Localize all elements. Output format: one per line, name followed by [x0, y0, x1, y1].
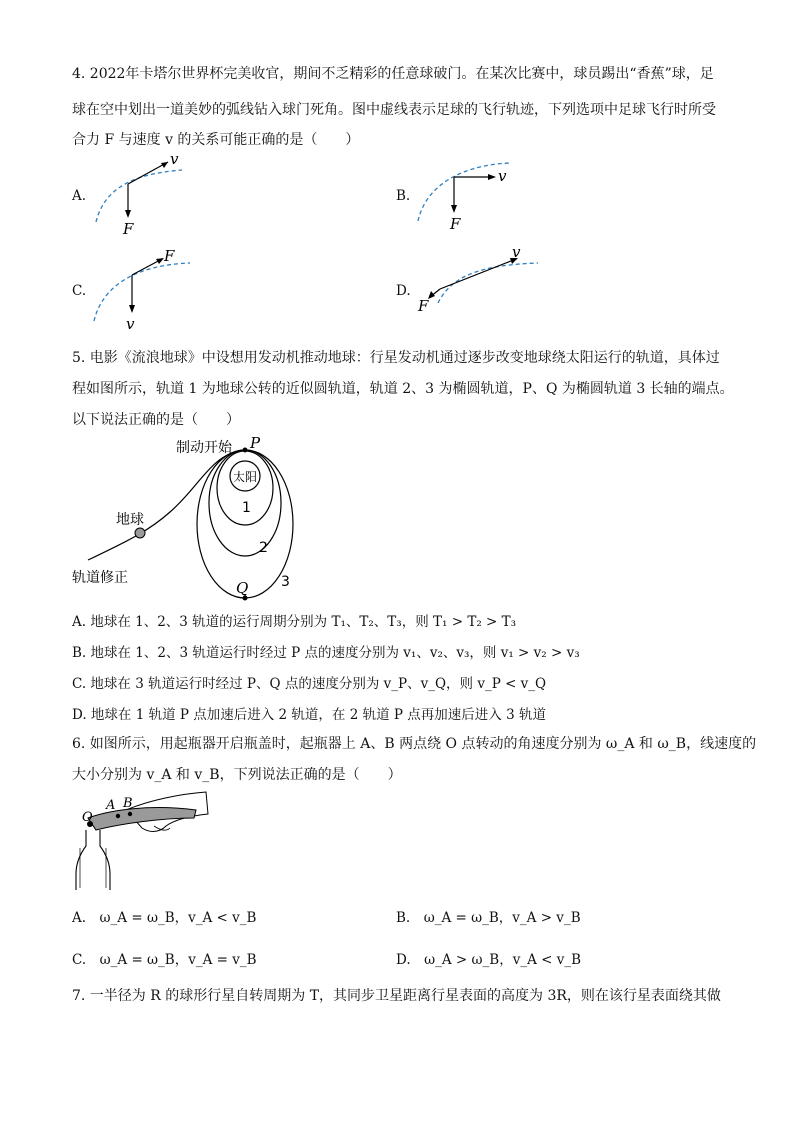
q4b-F-label: F: [450, 215, 461, 233]
q4a-F-label: F: [123, 220, 134, 238]
q5-option-a[interactable]: A. 地球在 1、2、3 轨道的运行周期分别为 T₁、T₂、T₃，则 T₁ > T₂ > T₃: [72, 614, 517, 630]
q4a-v-label: v: [170, 150, 179, 168]
earth-label: 地球: [116, 512, 144, 528]
q4-text-line3: 合力 F 与速度 v 的关系可能正确的是（ ）: [72, 132, 360, 148]
B-label: B: [123, 796, 133, 811]
orbit-1-label: 1: [242, 500, 251, 516]
q4d-F-label: F: [418, 297, 429, 315]
O-label: O: [82, 810, 93, 825]
sun-label: 太阳: [233, 470, 258, 484]
orbit-3-label: 3: [281, 574, 290, 590]
q4-option-a-label[interactable]: A.: [72, 188, 87, 204]
A-label: A: [106, 798, 116, 813]
q6-text-line2: 大小分别为 v_A 和 v_B，下列说法正确的是（ ）: [72, 767, 402, 783]
q6-option-c[interactable]: C. ω_A = ω_B，v_A = v_B: [72, 952, 257, 968]
q5-text-line1: 5. 电影《流浪地球》中设想用发动机推动地球：行星发动机通过逐步改变地球绕太阳运行的轨道，具体过: [72, 350, 720, 366]
q4-option-d-label[interactable]: D.: [396, 283, 411, 299]
q4c-v-label: v: [126, 315, 135, 333]
Q-label: Q: [236, 579, 249, 597]
q4-text-line2: 球在空中划出一道美妙的弧线钻入球门死角。图中虚线表示足球的飞行轨迹，下列选项中足球飞行时所受: [72, 102, 716, 118]
q6-option-d[interactable]: D. ω_A > ω_B，v_A < v_B: [396, 952, 582, 968]
q4c-F-label: F: [164, 247, 175, 265]
bottle-icon: [76, 830, 110, 890]
point-A: [116, 814, 120, 818]
q4b-v-label: v: [498, 167, 507, 185]
q4d-v-label: v: [512, 243, 521, 261]
q4-figure-d: [412, 245, 542, 320]
brake-start-label: 制动开始: [176, 440, 232, 456]
earth-icon: [135, 528, 145, 538]
q4-option-b-label[interactable]: B.: [396, 188, 411, 204]
orbit-2-label: 2: [259, 540, 268, 556]
q5-option-d[interactable]: D. 地球在 1 轨道 P 点加速后进入 2 轨道，在 2 轨道 P 点再加速后进入 3 轨道: [72, 707, 546, 723]
q5-text-line3: 以下说法正确的是（ ）: [72, 412, 240, 428]
q4-figure-b: [412, 155, 522, 235]
q4-figure-c: [90, 245, 200, 335]
q4-figure-a: [90, 150, 190, 240]
point-P: [243, 448, 248, 453]
q5-orbit-figure: [70, 430, 330, 600]
q5-text-line2: 程如图所示，轨道 1 为地球公转的近似圆轨道，轨道 2、3 为椭圆轨道，P、Q 为椭圆轨道 3 长轴的端点。: [72, 381, 734, 397]
q5-option-c[interactable]: C. 地球在 3 轨道运行时经过 P、Q 点的速度分别为 v_P、v_Q，则 v_P < v_Q: [72, 676, 547, 692]
point-B: [128, 812, 132, 816]
q4-option-c-label[interactable]: C.: [72, 283, 87, 299]
q7-text-line1: 7. 一半径为 R 的球形行星自转周期为 T，其同步卫星距离行星表面的高度为 3R，则在该行星表面绕其做: [72, 988, 721, 1004]
P-label: P: [250, 434, 261, 452]
q6-option-a[interactable]: A. ω_A = ω_B，v_A < v_B: [72, 910, 257, 926]
q6-text-line1: 6. 如图所示，用起瓶器开启瓶盖时，起瓶器上 A、B 两点绕 O 点转动的角速度分别为 ω_A 和 ω_B，线速度的: [72, 736, 757, 752]
q5-option-b[interactable]: B. 地球在 1、2、3 轨道运行时经过 P 点的速度分别为 v₁、v₂、v₃，则 v₁ > v₂ > v₃: [72, 645, 580, 661]
correction-label: 轨道修正: [72, 570, 128, 586]
q6-bottle-opener-figure: [70, 788, 215, 893]
q4-text-line1: 4. 2022年卡塔尔世界杯完美收官，期间不乏精彩的任意球破门。在某次比赛中，球员踢出“香蕉”球，足: [72, 66, 714, 82]
q6-option-b[interactable]: B. ω_A = ω_B，v_A > v_B: [396, 910, 581, 926]
